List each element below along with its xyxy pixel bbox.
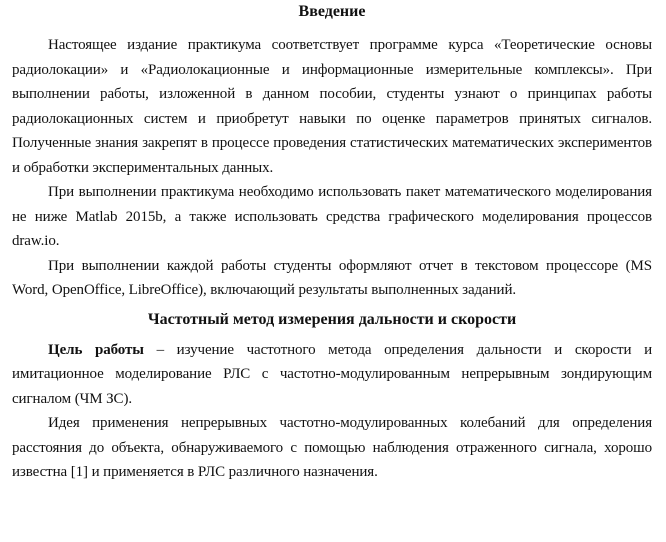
intro-paragraph-2: При выполнении практикума необходимо использовать пакет математического моделирования не ниже Matlab 2015b, а также использовать средства графического моделирования процессов draw.io. <box>12 184 652 249</box>
intro-paragraph-1: Настоящее издание практикума соответствует программе курса «Теоретические основы радиолокации» и «Радиолокационные и информационные измерительные комплексы». При выполнении работы, изложенной в данном пособии, студенты узнают о принципах работы радиолокационных систем и приобретут навыки по оценке параметров принятых сигналов. Полученные знания закрепят в процессе проведения статистических математических экспериментов и обработки экспериментальных данных. <box>12 37 652 176</box>
goal-paragraph <box>12 338 652 412</box>
section-title-introduction: Введение <box>298 3 366 20</box>
method-paragraph-1: Идея применения непрерывных частотно-модулированных колебаний для определения расстояния до объекта, обнаруживаемого с помощью наблюдения отраженного сигнала, хорошо известна [1] и применяется в РЛС различного назначения. <box>12 415 652 480</box>
goal-label: Цель работы <box>48 341 144 358</box>
intro-paragraph-3: При выполнении каждой работы студенты оформляют отчет в текстовом процессоре (MS Word, OpenOffice, LibreOffice), включающий результаты выполненных заданий. <box>12 257 652 298</box>
section-title-frequency-method: Частотный метод измерения дальности и скорости <box>147 310 517 328</box>
goal-text: – изучение частотного метода определения дальности и скорости и имитационное моделирование РЛС с частотно-модулированным непрерывным зондирующим сигналом (ЧМ ЗС). <box>12 341 652 407</box>
